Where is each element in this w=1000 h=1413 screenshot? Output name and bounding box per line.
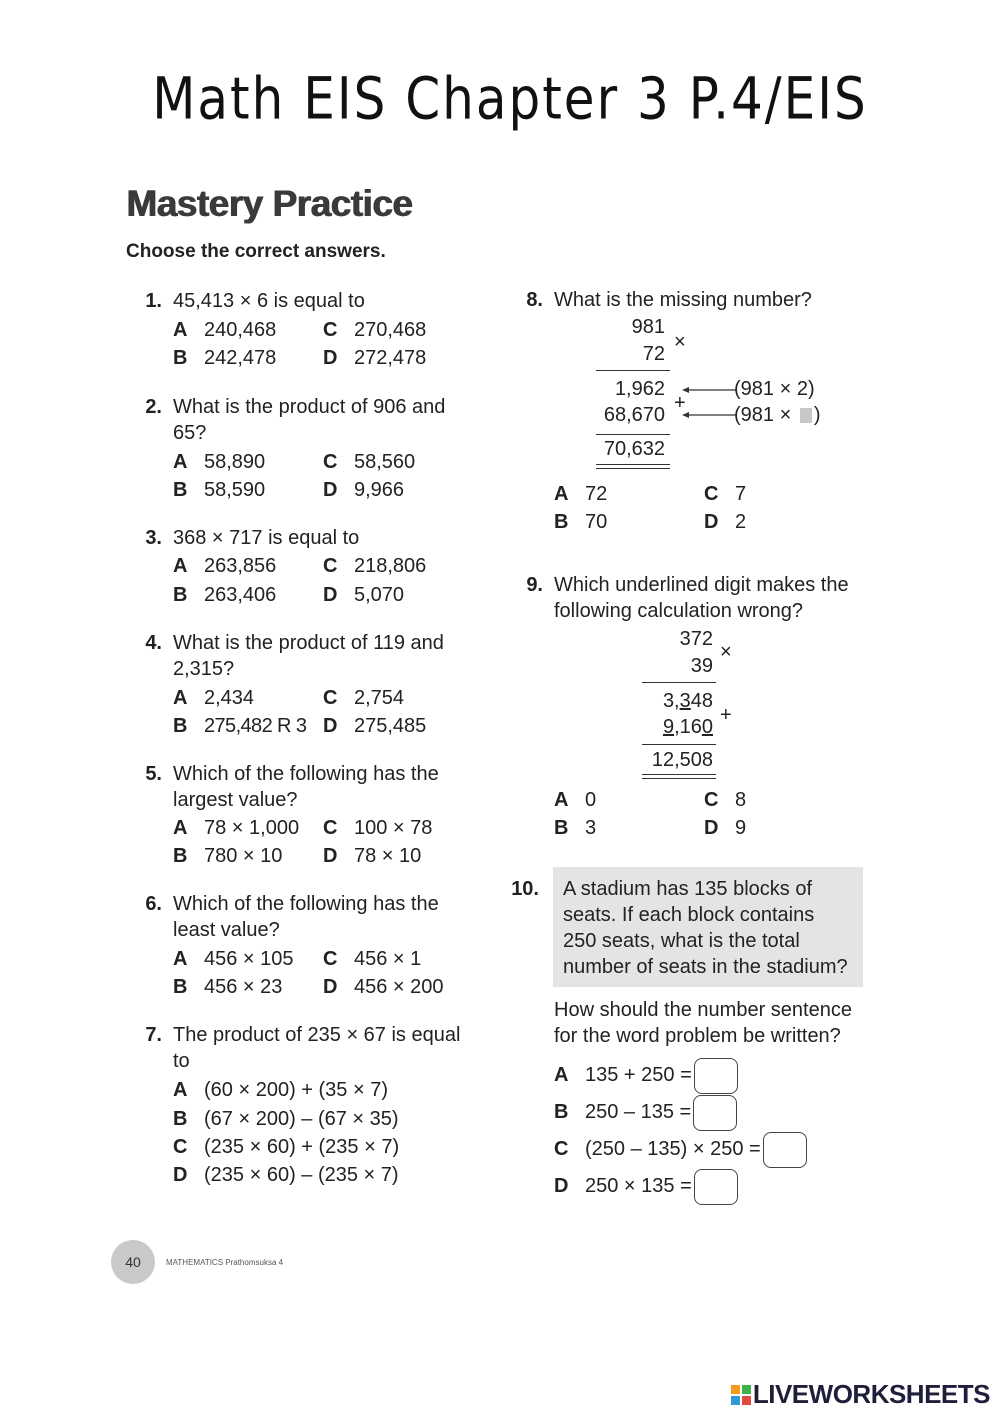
- option-d[interactable]: D 456 × 200: [323, 976, 444, 998]
- question-number: 6.: [145, 893, 162, 915]
- question-text: The product of 235 × 67 is equal to: [173, 1024, 461, 1072]
- option-b[interactable]: B 780 × 10: [173, 845, 283, 867]
- question-number: 3.: [145, 527, 162, 549]
- question-number: 10.: [511, 878, 539, 900]
- question-text: 368 × 717 is equal to: [173, 527, 360, 549]
- option-c[interactable]: C 2,754: [323, 687, 405, 709]
- option-c[interactable]: C (250 – 135) × 250 =: [554, 1130, 807, 1168]
- option-a[interactable]: A 456 × 105: [173, 948, 294, 970]
- option-b[interactable]: B 275,482 R 3: [173, 715, 307, 737]
- question-number: 5.: [145, 763, 162, 785]
- brand-name: LIVEWORKSHEETS: [752, 1379, 990, 1409]
- liveworksheets-logo[interactable]: [731, 1379, 990, 1410]
- q9-double-rule: [642, 774, 716, 775]
- q8-rule: [596, 434, 670, 435]
- option-b[interactable]: B 58,590: [173, 479, 266, 501]
- q8-double-rule: [596, 468, 670, 469]
- question-text: How should the number sentence for the word problem be written?: [554, 999, 852, 1047]
- q8-total: 70,632: [603, 438, 665, 460]
- q9-partial-2: 9,160: [662, 716, 713, 738]
- option-d[interactable]: D 9: [704, 817, 747, 839]
- option-b[interactable]: B 263,406: [173, 584, 277, 606]
- option-a[interactable]: A (60 × 200) + (35 × 7): [173, 1079, 389, 1101]
- q9-partial-1: 3,348: [662, 690, 713, 712]
- liveworksheets-icon: [731, 1385, 751, 1405]
- q8-times-sign: ×: [674, 331, 686, 353]
- option-d[interactable]: D 272,478: [323, 347, 427, 369]
- q9-calculation: [620, 628, 760, 780]
- question-text: What is the product of 906 and 65?: [173, 396, 446, 444]
- option-c[interactable]: C 8: [704, 789, 747, 811]
- option-b[interactable]: B (67 × 200) – (67 × 35): [173, 1108, 399, 1130]
- q9-plus-sign: +: [720, 704, 732, 726]
- q9-rule: [642, 682, 716, 683]
- q9-double-rule: [642, 778, 716, 779]
- q8-note-2: (981 × ): [734, 404, 821, 426]
- option-d[interactable]: D 250 × 135 =: [554, 1167, 738, 1205]
- underlined-digit: 3: [679, 690, 691, 712]
- option-a[interactable]: A 78 × 1,000: [173, 817, 300, 839]
- section-title: Mastery Practice: [126, 183, 413, 224]
- q8-rule: [596, 370, 670, 371]
- q8-calculation: [580, 316, 840, 476]
- book-title: MATHEMATICS Prathomsuksa 4: [166, 1258, 284, 1267]
- instructions: Choose the correct answers.: [126, 241, 386, 262]
- q8-multiplier: 72: [642, 343, 665, 365]
- question-number: 2.: [145, 396, 162, 418]
- q8-note-1: (981 × 2): [734, 378, 815, 400]
- q9-multiplier: 39: [690, 655, 713, 677]
- option-c[interactable]: C 7: [704, 483, 747, 505]
- option-a[interactable]: A 240,468: [173, 319, 277, 341]
- option-a[interactable]: A 263,856: [173, 555, 277, 577]
- option-d[interactable]: D 2: [704, 511, 747, 533]
- answer-box[interactable]: [694, 1058, 738, 1094]
- q9-total: 12,508: [651, 749, 713, 771]
- option-c[interactable]: C (235 × 60) + (235 × 7): [173, 1136, 400, 1158]
- missing-number-box: [800, 408, 812, 423]
- question-number: 1.: [145, 290, 162, 312]
- option-c[interactable]: C 456 × 1: [323, 948, 422, 970]
- option-b[interactable]: B 242,478: [173, 347, 277, 369]
- page-title: Math EIS Chapter 3 P.4/EIS: [152, 65, 868, 133]
- q8-arrows: [680, 382, 740, 422]
- answer-box[interactable]: [693, 1095, 737, 1131]
- option-d[interactable]: D 5,070: [323, 584, 405, 606]
- q8-partial-1: 1,962: [614, 378, 665, 400]
- q8-partial-2: 68,670: [603, 404, 665, 426]
- question-number: 7.: [145, 1024, 162, 1046]
- q9-multiplicand: 372: [679, 628, 713, 650]
- underlined-digit: 9: [662, 716, 675, 738]
- option-a[interactable]: A 72: [554, 483, 608, 505]
- option-b[interactable]: B 3: [554, 817, 597, 839]
- q8-plus-sign: +: [674, 392, 686, 414]
- option-d[interactable]: D (235 × 60) – (235 × 7): [173, 1164, 399, 1186]
- option-b[interactable]: B 250 – 135 =: [554, 1093, 737, 1131]
- q8-double-rule: [596, 464, 670, 465]
- option-d[interactable]: D 78 × 10: [323, 845, 422, 867]
- option-a[interactable]: A 2,434: [173, 687, 255, 709]
- question-text: What is the missing number?: [554, 289, 812, 311]
- option-b[interactable]: B 456 × 23: [173, 976, 283, 998]
- q8-multiplicand: 981: [631, 316, 665, 338]
- option-c[interactable]: C 58,560: [323, 451, 416, 473]
- q9-times-sign: ×: [720, 641, 732, 663]
- question-number: 4.: [145, 632, 162, 654]
- underlined-digit: 0: [701, 716, 713, 738]
- option-a[interactable]: A 135 + 250 =: [554, 1056, 738, 1094]
- option-c[interactable]: C 270,468: [323, 319, 427, 341]
- q9-rule: [642, 744, 716, 745]
- question-number: 8.: [526, 289, 543, 311]
- question-text: Which of the following has the largest value?: [173, 763, 439, 811]
- option-b[interactable]: B 70: [554, 511, 608, 533]
- word-problem-text: A stadium has 135 blocks of seats. If each block contains 250 seats, what is the total number of seats in the stadium?: [563, 878, 848, 978]
- option-d[interactable]: D 9,966: [323, 479, 405, 501]
- option-c[interactable]: C 218,806: [323, 555, 427, 577]
- question-number: 9.: [526, 574, 543, 596]
- question-text: Which underlined digit makes the following calculation wrong?: [554, 574, 849, 622]
- option-a[interactable]: A 0: [554, 789, 597, 811]
- answer-box[interactable]: [763, 1132, 807, 1168]
- page-number: 40: [111, 1240, 155, 1284]
- option-d[interactable]: D 275,485: [323, 715, 427, 737]
- option-a[interactable]: A 58,890: [173, 451, 266, 473]
- question-text: Which of the following has the least value?: [173, 893, 439, 941]
- option-c[interactable]: C 100 × 78: [323, 817, 433, 839]
- question-text: 45,413 × 6 is equal to: [173, 290, 365, 312]
- answer-box[interactable]: [694, 1169, 738, 1205]
- question-text: What is the product of 119 and 2,315?: [173, 632, 444, 680]
